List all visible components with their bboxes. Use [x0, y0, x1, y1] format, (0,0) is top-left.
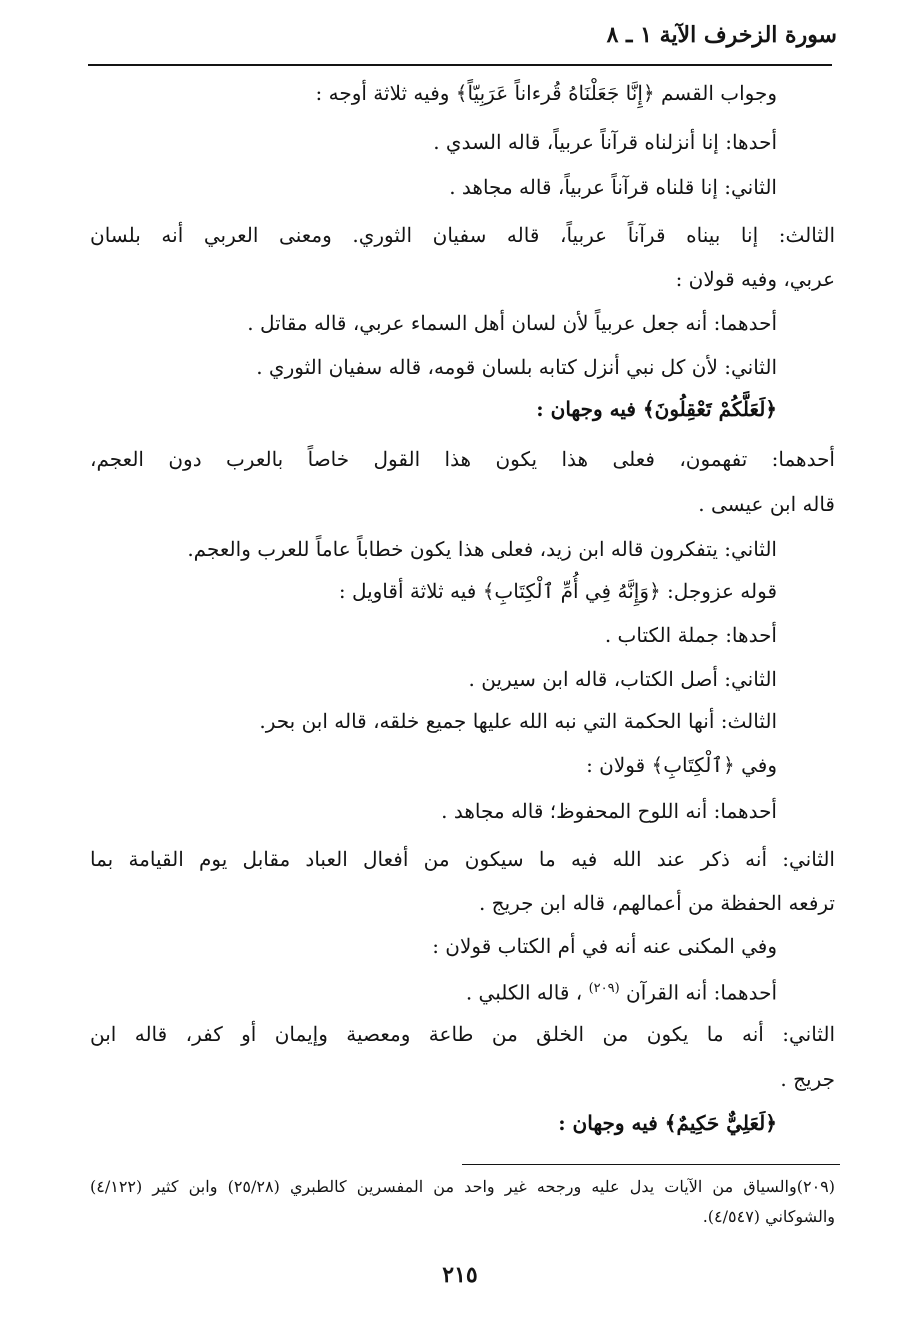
- page-number: ٢١٥: [442, 1262, 478, 1288]
- text-line: الثالث: إنا بيناه قرآناً عربياً، قاله سفيان الثوري. ومعنى العربي أنه بلسان: [90, 223, 835, 247]
- text-line: الثاني: يتفكرون قاله ابن زيد، فعلى هذا يكون خطاباً عاماً للعرب والعجم.: [187, 537, 777, 561]
- text-line: أحدها: إنا أنزلناه قرآناً عربياً، قاله السدي .: [433, 130, 777, 154]
- text-line-start: أحدهما: أنه القرآن: [626, 980, 777, 1005]
- quran-verse-line: وفي ﴿ٱلْكِتَابِ﴾ قولان :: [586, 753, 777, 777]
- footnote-text: (٢٠٩)والسياق من الآيات يدل عليه ورجحه غير واحد من المفسرين كالطبري (٢٥/٢٨) وابن كثير (٤/١٢٢): [90, 1177, 835, 1196]
- footnote-text: والشوكاني (٤/٥٤٧).: [702, 1207, 835, 1226]
- text-line: عربي، وفيه قولان :: [675, 267, 835, 291]
- text-line: الثاني: أنه ما يكون من الخلق من طاعة ومعصية وإيمان أو كفر، قاله ابن: [90, 1022, 835, 1046]
- text-line: وجواب القسم ﴿إِنَّا جَعَلْنَاهُ قُرءاناً عَرَبِيّاً﴾ وفيه ثلاثة أوجه :: [315, 81, 777, 105]
- footnote-reference[interactable]: (٢٠٩): [588, 981, 620, 996]
- page-body: [90, 72, 835, 1150]
- header-divider: [88, 64, 832, 66]
- text-line: الثاني: إنا قلناه قرآناً عربياً، قاله مجاهد .: [449, 175, 777, 199]
- text-line-with-footnote: [466, 972, 777, 1010]
- text-line: أحدهما: أنه جعل عربياً لأن لسان أهل السماء عربي، قاله مقاتل .: [247, 311, 777, 335]
- text-line: الثاني: لأن كل نبي أنزل كتابه بلسان قومه، قاله سفيان الثوري .: [256, 355, 777, 379]
- text-line: جريج .: [780, 1067, 835, 1091]
- text-line: ترفعه الحفظة من أعمالهم، قاله ابن جريج .: [478, 891, 835, 915]
- text-line: وفي المكنى عنه أنه في أم الكتاب قولان :: [432, 934, 777, 958]
- running-header: سورة الزخرف الآية ١ ـ ٨: [606, 22, 837, 48]
- text-line: قاله ابن عيسى .: [698, 492, 835, 516]
- text-line: أحدهما: تفهمون، فعلى هذا يكون هذا القول خاصاً بالعرب دون العجم،: [90, 447, 835, 471]
- quran-verse-line: ﴿لَعَلِيٌّ حَكِيمٌ﴾ فيه وجهان :: [558, 1111, 777, 1135]
- quran-verse-line: قوله عزوجل: ﴿وَإِنَّهُ فِي أُمِّ ٱلْكِتَابِ﴾ فيه ثلاثة أقاويل :: [338, 579, 777, 603]
- text-line: الثاني: أنه ذكر عند الله فيه ما سيكون من أفعال العباد مقابل يوم القيامة بما: [90, 847, 835, 871]
- quran-verse-line: ﴿لَعَلَّكُمْ تَعْقِلُونَ﴾ فيه وجهان :: [536, 397, 777, 421]
- text-line: أحدهما: أنه اللوح المحفوظ؛ قاله مجاهد .: [441, 799, 777, 823]
- text-line: أحدها: جملة الكتاب .: [604, 623, 777, 647]
- text-line: الثالث: أنها الحكمة التي نبه الله عليها جميع خلقه، قاله ابن بحر.: [259, 709, 777, 733]
- text-line: الثاني: أصل الكتاب، قاله ابن سيرين .: [468, 667, 777, 691]
- footnote-divider: [462, 1164, 840, 1165]
- text-line-end: ، قاله الكلبي .: [465, 980, 583, 1005]
